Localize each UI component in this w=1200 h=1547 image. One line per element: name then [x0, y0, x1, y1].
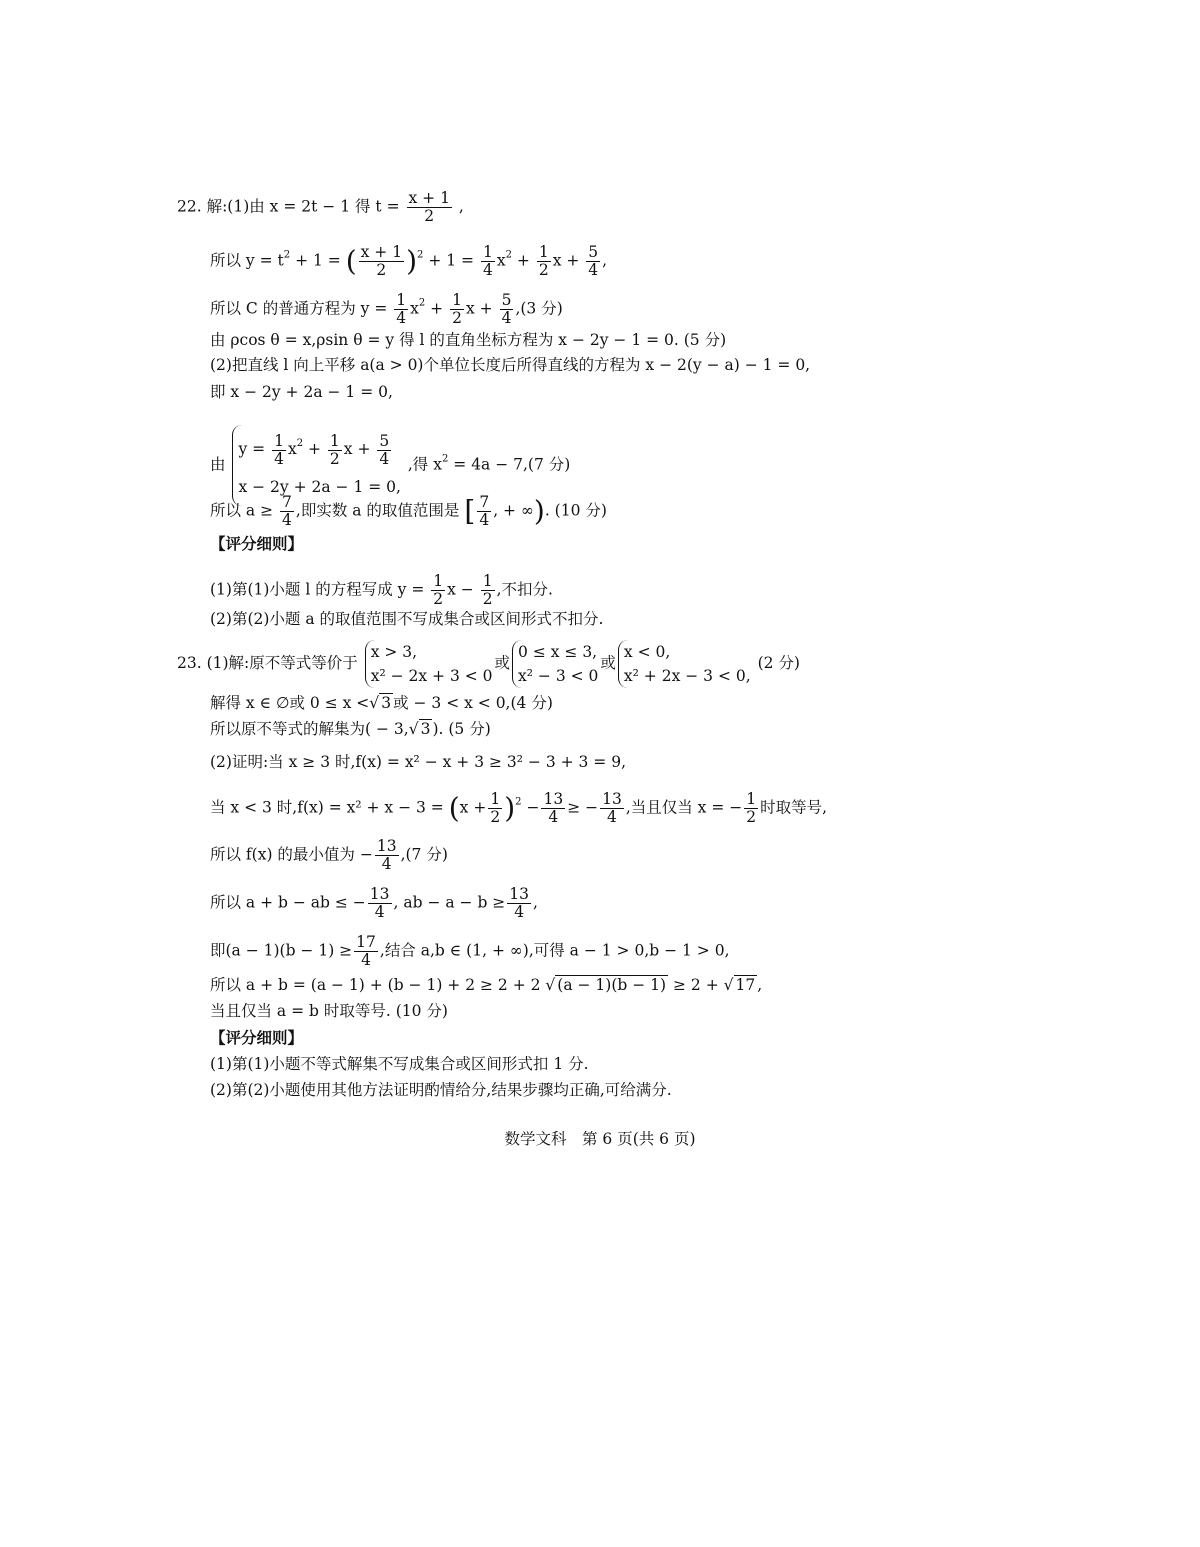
q22-line-6: 即 x − 2y + 2a − 1 = 0,: [210, 383, 393, 401]
q23-rule-2: (2)第(2)小题使用其他方法证明酌情给分,结果步骤均正确,可给满分.: [210, 1081, 672, 1099]
q22-line-2: 所以 $y = t^2 + 1$ = ( $\frac{x + 1}{2}$ )$^2$ + 1 = $\frac{1}{4}$ $x^2$ + $\frac{1}{2}$ x + $\frac{5}{4}$ ,: [210, 243, 608, 279]
rule-title-23: 【评分细则】: [210, 1029, 304, 1047]
q22-line-3: 所以 C 的普通方程为 y = $\frac{1}{4}$ $x^2$ + $\frac{1}{2}$ x + $\frac{5}{4}$ ,(3 分): [210, 291, 563, 327]
q22-line-1: 22. 解:(1)由 x = 2t − 1 得 t = $\frac{x + 1}{2}$ ,: [177, 189, 464, 225]
inequality-system-3: x < 0, x² + 2x − 3 < 0,: [618, 640, 751, 688]
q22-line-4: 由 ρcos θ = x,ρsin θ = y 得 l 的直角坐标方程为 x − 2y − 1 = 0. (5 分): [210, 331, 727, 349]
q23-line-10: 当且仅当 a = b 时取等号. (10 分): [210, 1002, 448, 1020]
q23-line-5: 当 x < 3 时,f(x) = x² + x − 3 = (x + $\frac{1}{2}$ )$^2$ − $\frac{13}{4}$ ≥ − $\frac{13}{4}$ ,当且仅当 x = − $\frac{1}{2}$ 时取等号,: [210, 790, 828, 826]
q23-line-3: 所以原不等式的解集为( − 3,√ 3 ). (5 分): [210, 720, 491, 738]
q22-line-5: (2)把直线 l 向上平移 a(a > 0)个单位长度后所得直线的方程为 x − 2(y − a) − 1 = 0,: [210, 356, 811, 374]
q22-line-7: 由 y = $\frac{1}{4}$ $x^2$ + $\frac{1}{2}$ x + $\frac{5}{4}$ x − 2y + 2a − 1 = 0, ,得 $x^2 = 4a - 7,(7$ 分): [210, 425, 570, 506]
rule-title-22: 【评分细则】: [210, 535, 304, 553]
q23-line-8: 即(a − 1)(b − 1) ≥ $\frac{17}{4}$ ,结合 a,b ∈ (1, + ∞),可得 a − 1 > 0,b − 1 > 0,: [210, 933, 730, 969]
inequality-system-2: 0 ≤ x ≤ 3, x² − 3 < 0: [512, 640, 598, 688]
q23-line-2: 解得 x ∈ ∅或 0 ≤ x <√ 3 或 − 3 < x < 0,(4 分): [210, 694, 553, 712]
q22-rule-2: (2)第(2)小题 a 的取值范围不写成集合或区间形式不扣分.: [210, 610, 604, 628]
fraction: $\frac{x + 1}{2}$: [408, 189, 450, 225]
inequality-system-1: x > 3, x² − 2x + 3 < 0: [365, 640, 493, 688]
q23-line-1: 23. (1)解:原不等式等价于 x > 3, x² − 2x + 3 < 0 或 0 ≤ x ≤ 3, x² − 3 < 0 或 x < 0, x² + 2x − 3 < 0, (2 分): [177, 640, 800, 688]
q23-line-7: 所以 a + b − ab ≤ − $\frac{13}{4}$ , ab − a − b ≥ $\frac{13}{4}$ ,: [210, 885, 538, 921]
q23-line-6: 所以 f(x) 的最小值为 − $\frac{13}{4}$ ,(7 分): [210, 837, 448, 873]
page-footer: 数学文科 第 6 页(共 6 页): [504, 1130, 696, 1148]
q22-line-8: 所以 a ≥ $\frac{7}{4}$ ,即实数 a 的取值范围是 [ $\frac{7}{4}$ , + ∞). (10 分): [210, 493, 607, 529]
equation-system: y = $\frac{1}{4}$ $x^2$ + $\frac{1}{2}$ x + $\frac{5}{4}$ x − 2y + 2a − 1 = 0,: [232, 425, 400, 506]
q23-rule-1: (1)第(1)小题不等式解集不写成集合或区间形式扣 1 分.: [210, 1055, 589, 1073]
q23-line-4: (2)证明:当 x ≥ 3 时,f(x) = x² − x + 3 ≥ 3² − 3 + 3 = 9,: [210, 753, 627, 771]
q22-rule-1: (1)第(1)小题 l 的方程写成 y = $\frac{1}{2}$ x − $\frac{1}{2}$ ,不扣分.: [210, 572, 553, 608]
q23-line-9: 所以 a + b = (a − 1) + (b − 1) + 2 ≥ 2 + 2 √ (a − 1)(b − 1) ≥ 2 + √ 17 ,: [210, 976, 763, 994]
